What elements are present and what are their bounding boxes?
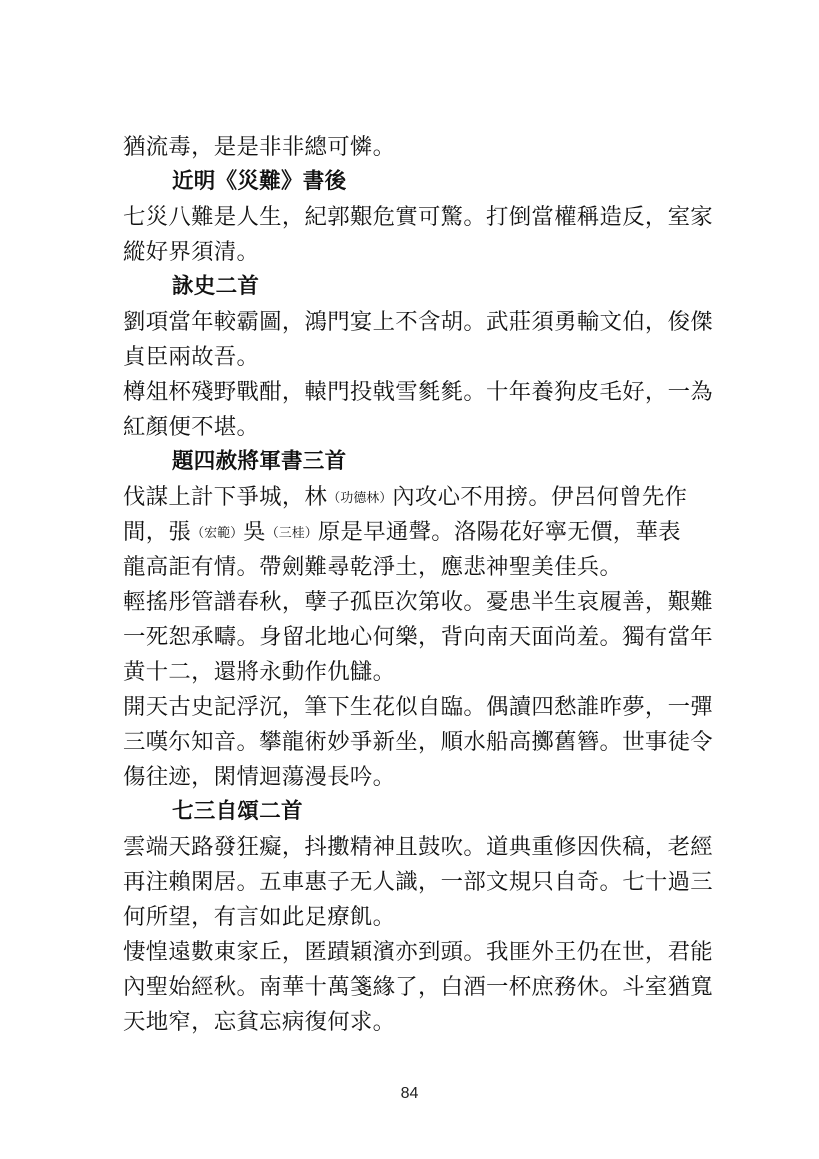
body-line: 七災八難是人生，紀郭艱危實可驚。打倒當權稱造反，室家 [123, 204, 713, 230]
body-line: 悽惶遠數東家丘，匿蹟穎濱亦到頭。我匪外王仍在世，君能 [123, 939, 713, 965]
body-line: 紅顏便不堪。 [123, 414, 260, 440]
inline-note: （宏範） [191, 526, 244, 541]
poem-title: 近明《災難》書後 [172, 169, 347, 194]
body-line: 一死恕承疇。身留北地心何樂，背向南天面尚羞。獨有當年 [123, 624, 713, 650]
text-run: 伐謀上計下爭城，林 [123, 484, 328, 510]
text-run: 吳 [243, 519, 266, 545]
body-line: 內聖始經秋。南華十萬箋緣了，白酒一杯庶務休。斗室猶寬 [123, 974, 713, 1000]
body-line: 縱好界須清。 [123, 239, 260, 265]
body-line: 天地窄，忘貧忘病復何求。 [123, 1009, 396, 1035]
text-run: 間，張 [123, 519, 192, 545]
body-line: 龍高詎有情。帶劍難尋乾淨土，應悲神聖美佳兵。 [123, 554, 623, 580]
body-line: 雲端天路發狂癡，抖擻精神且鼓吹。道典重修因佚稿，老經 [123, 834, 713, 860]
body-line: 樽俎杯殘野戰酣，轅門投戟雪毿毿。十年養狗皮毛好，一為 [123, 379, 713, 405]
body-line [123, 517, 681, 549]
poem-title: 七三自頌二首 [172, 799, 303, 824]
body-line: 再注賴閑居。五車惠子无人識，一部文規只自奇。七十過三 [123, 869, 713, 895]
text-run: 內攻心不用搒。伊呂何曾先作 [392, 484, 688, 510]
poem-title: 詠史二首 [172, 274, 260, 299]
body-line: 傷往迹，閑情迴蕩漫長吟。 [123, 764, 396, 790]
body-line: 黄十二，還將永動作仇讎。 [123, 659, 396, 685]
body-line: 猶流毒，是是非非總可憐。 [123, 134, 396, 160]
body-line: 何所望，有言如此足療飢。 [123, 904, 396, 930]
body-line: 劉項當年較霸圖，鴻門宴上不含胡。武莊須勇輸文伯，俊傑 [123, 309, 713, 335]
body-line [123, 482, 687, 514]
inline-note: （三桂） [265, 526, 318, 541]
body-line: 開天古史記浮沉，筆下生花似自臨。偶讀四愁誰昨夢，一彈 [123, 694, 713, 720]
body-line: 輕搖彤管譜春秋，孽子孤臣次第收。憂患半生哀履善，艱難 [123, 589, 713, 615]
page-number: 84 [400, 1085, 419, 1102]
body-line: 三嘆尓知音。攀龍術妙爭新坐，順水船高擲舊簪。世事徒令 [123, 729, 713, 755]
body-line: 貞臣兩故吾。 [123, 344, 260, 370]
text-run: 原是早通聲。洛陽花好寧无價，華表 [317, 519, 681, 545]
poem-title: 題四赦將軍書三首 [172, 449, 347, 474]
inline-note: （功德林） [327, 491, 393, 506]
